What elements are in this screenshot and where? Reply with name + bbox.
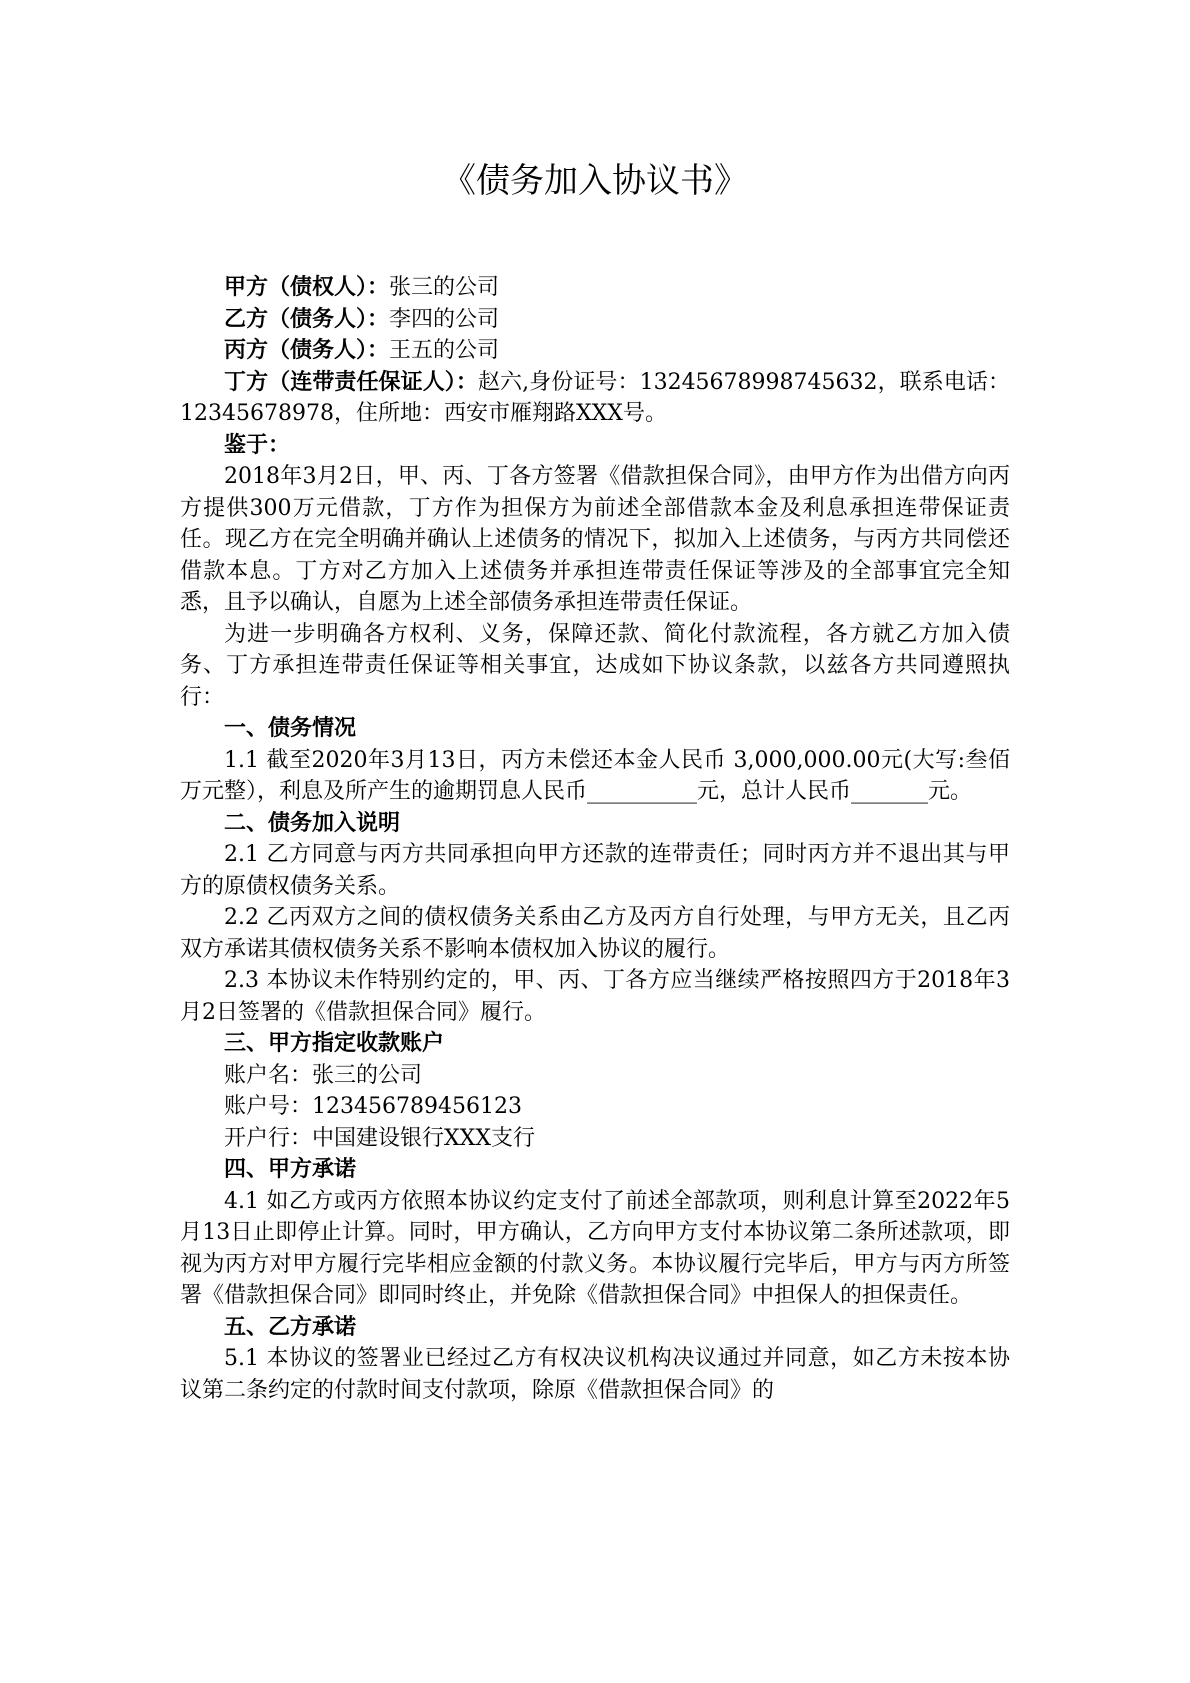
section-1-heading: 一、债务情况 [224, 716, 357, 741]
document-body [180, 272, 1010, 1406]
clause-2-2: 2.2 乙丙双方之间的债权债务关系由乙方及丙方自行处理，与甲方无关，且乙丙双方承诺其债权债务关系不影响本债权加入协议的履行。 [180, 905, 1010, 962]
party-ding [180, 367, 1010, 430]
party-jia-value: 张三的公司 [389, 275, 500, 300]
party-bing [180, 335, 1010, 367]
party-jia [180, 272, 1010, 304]
clause-4-1: 4.1 如乙方或丙方依照本协议约定支付了前述全部款项，则利息计算至2022年5月13日止即停止计算。同时，甲方确认，乙方向甲方支付本协议第二条所述款项，即视为丙方对甲方履行完毕相应金额的付款义务。本协议履行完毕后，甲方与丙方所签署《借款担保合同》即同时终止，并免除《借款担保合同》中担保人的担保责任。 [180, 1188, 1010, 1308]
whereas-paragraph-2: 为进一步明确各方权利、义务，保障还款、简化付款流程，各方就乙方加入债务、丁方承担连带责任保证等相关事宜，达成如下协议条款，以兹各方共同遵照执行： [180, 621, 1010, 710]
section-5-heading: 五、乙方承诺 [224, 1314, 357, 1340]
clause-2-1: 2.1 乙方同意与丙方共同承担向甲方还款的连带责任；同时丙方并不退出其与甲方的原债权债务关系。 [180, 842, 1010, 899]
clause-1-1: 1.1 截至2020年3月13日，丙方未偿还本金人民币 3,000,000.00元(大写:叁佰万元整），利息及所产生的逾期罚息人民币__________元，总计人民币_______元。 [180, 747, 1010, 804]
party-bing-label: 丙方（债务人）： [224, 338, 390, 363]
whereas-label: 鉴于： [224, 432, 291, 458]
account-number: 账户号：123456789456123 [224, 1094, 522, 1119]
whereas-paragraph-1: 2018年3月2日，甲、丙、丁各方签署《借款担保合同》，由甲方作为出借方向丙方提供300万元借款，丁方作为担保方为前述全部借款本金及利息承担连带保证责任。现乙方在完全明确并确认上述债务的情况下，拟加入上述债务，与丙方共同偿还借款本息。丁方对乙方加入上述债务并承担连带责任保证等涉及的全部事宜完全知悉，且予以确认，自愿为上述全部债务承担连带责任保证。 [180, 464, 1010, 615]
account-name: 账户名：张三的公司 [224, 1062, 423, 1088]
section-2-heading: 二、债务加入说明 [224, 810, 401, 836]
party-yi [180, 304, 1010, 336]
section-3-heading: 三、甲方指定收款账户 [224, 1031, 445, 1056]
section-4-heading: 四、甲方承诺 [224, 1157, 357, 1182]
party-ding-label: 丁方（连带责任保证人）： [224, 369, 478, 395]
party-jia-label: 甲方（债权人）： [224, 275, 390, 300]
clause-2-3: 2.3 本协议未作特别约定的，甲、丙、丁各方应当继续严格按照四方于2018年3月2日签署的《借款担保合同》履行。 [180, 968, 1010, 1025]
party-bing-value: 王五的公司 [389, 338, 500, 363]
party-yi-label: 乙方（债务人）： [224, 306, 390, 332]
clause-5-1: 5.1 本协议的签署业已经过乙方有权决议机构决议通过并同意，如乙方未按本协议第二条约定的付款时间支付款项，除原《借款担保合同》的 [180, 1346, 1010, 1403]
party-yi-value: 李四的公司 [389, 306, 500, 332]
account-bank: 开户行：中国建设银行XXX支行 [224, 1125, 535, 1151]
document-title: 《债务加入协议书》 [442, 161, 748, 201]
party-ding-value: 赵六,身份证号：13245678998745632，联系电话：12345678978，住所地：西安市雁翔路XXX号。 [180, 369, 1010, 426]
